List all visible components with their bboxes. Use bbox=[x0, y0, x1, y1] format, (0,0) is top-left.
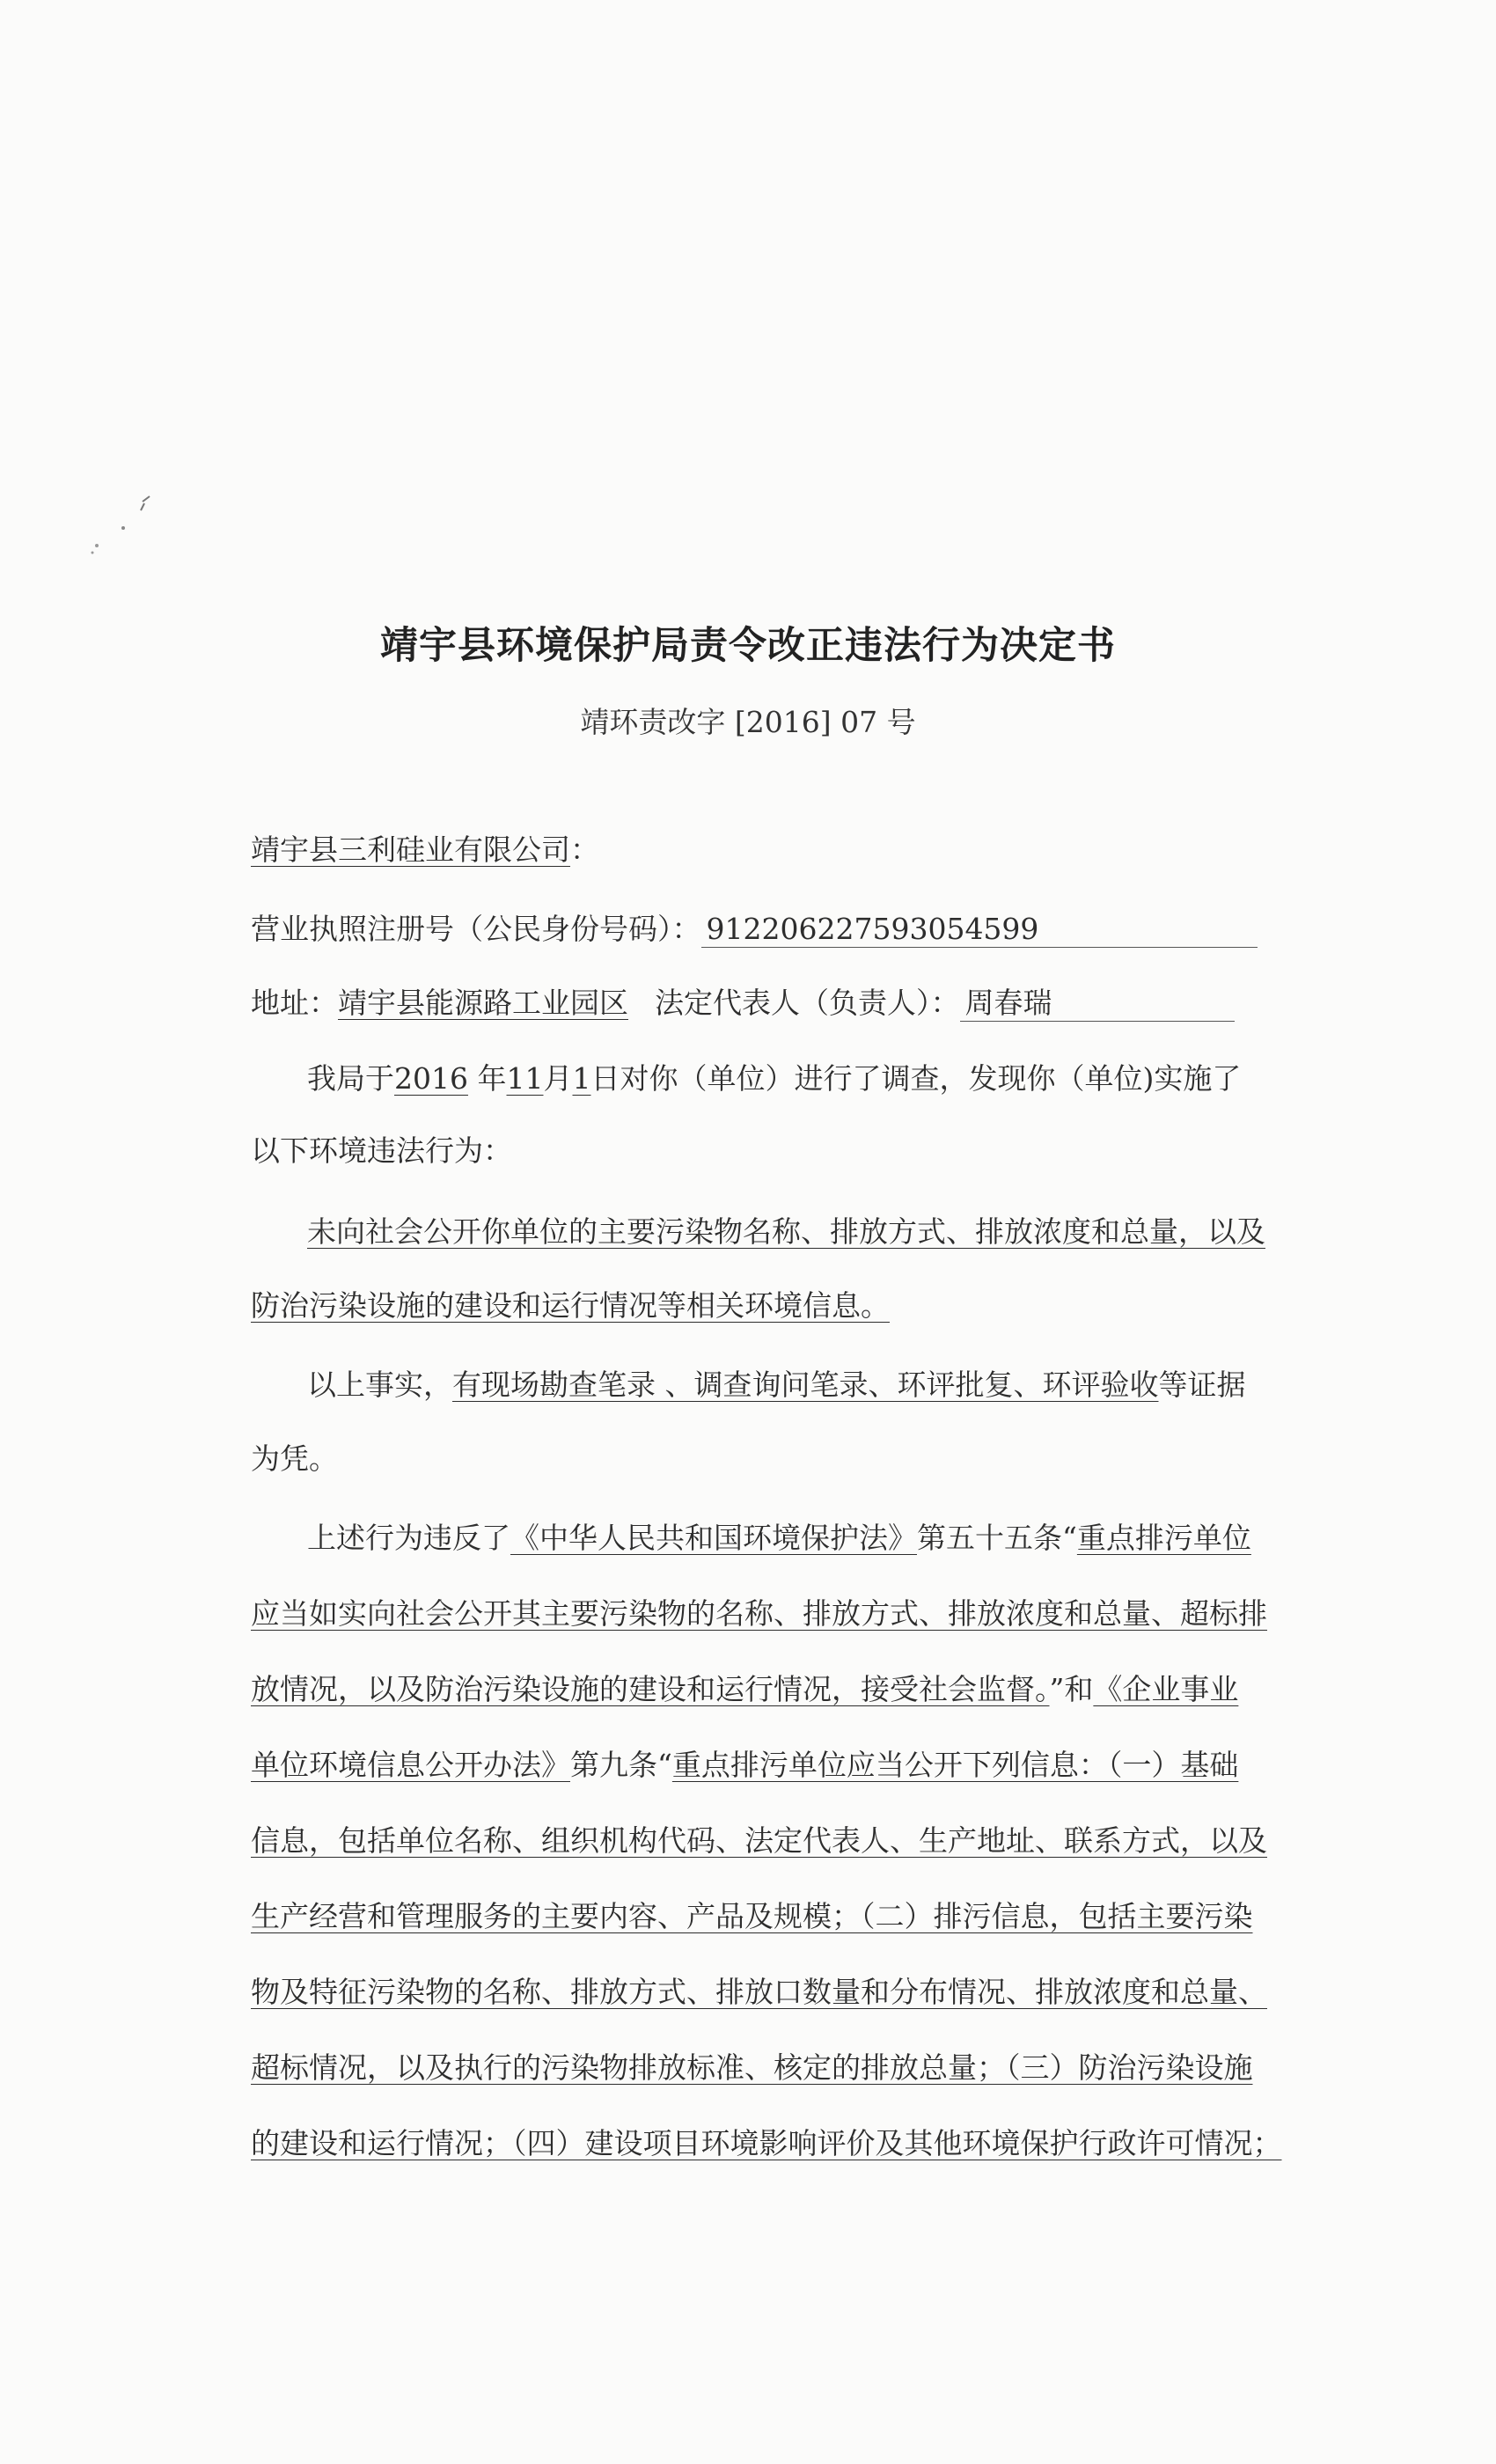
recipient-suffix: ： bbox=[570, 832, 599, 867]
law-line-5: 信息，包括单位名称、组织机构代码、法定代表人、生产地址、联系方式，以及 bbox=[251, 1823, 1267, 1858]
evidence-suffix: 等证据 bbox=[1158, 1368, 1246, 1402]
investigation-prefix: 我局于 bbox=[307, 1061, 394, 1096]
law-l3-mid: ”和 bbox=[1049, 1672, 1094, 1706]
recipient-name: 靖宇县三利硅业有限公司 bbox=[251, 832, 570, 867]
investigation-year: 2016 bbox=[394, 1061, 468, 1096]
law-line-2: 应当如实向社会公开其主要污染物的名称、排放方式、排放浓度和总量、超标排 bbox=[251, 1596, 1267, 1631]
law-l1-prefix: 上述行为违反了 bbox=[307, 1521, 510, 1555]
law-title-1: 《中华人民共和国环境保护法》 bbox=[510, 1521, 917, 1555]
evidence-line-1 bbox=[307, 1366, 1272, 1404]
law-line-9: 的建设和运行情况；（四）建设项目环境影响评价及其他环境保护行政许可情况； bbox=[251, 2126, 1282, 2160]
investigation-month: 11 bbox=[506, 1061, 544, 1096]
violation-line-2: 防治污染设施的建设和运行情况等相关环境信息。 bbox=[251, 1288, 890, 1323]
law-line-1 bbox=[307, 1519, 1272, 1558]
investigation-suffix: 日对你（单位）进行了调查，发现你（单位)实施了 bbox=[590, 1061, 1242, 1096]
law-line-7: 物及特征污染物的名称、排放方式、排放口数量和分布情况、排放浓度和总量、 bbox=[251, 1975, 1267, 2009]
legal-rep-label: 法定代表人（负责人）： bbox=[655, 986, 960, 1020]
law-l4-quoted: 重点排污单位应当公开下列信息：（一）基础 bbox=[671, 1748, 1239, 1782]
license-label: 营业执照注册号（公民身份号码）： bbox=[251, 912, 701, 946]
violation-line-1: 未向社会公开你单位的主要污染物名称、排放方式、排放浓度和总量，以及 bbox=[307, 1214, 1265, 1249]
year-unit: 年 bbox=[477, 1061, 507, 1096]
law-article-1: 第五十五条 bbox=[917, 1521, 1062, 1555]
law-article-2: 第九条“ bbox=[570, 1748, 672, 1782]
law-line-3 bbox=[251, 1670, 1272, 1709]
month-unit: 月 bbox=[543, 1061, 573, 1096]
investigation-day: 1 bbox=[572, 1061, 591, 1096]
recipient-line bbox=[251, 831, 1272, 869]
evidence-line-2: 为凭。 bbox=[251, 1441, 338, 1476]
address-value: 靖宇县能源路工业园区 bbox=[338, 986, 628, 1020]
law-l3-quoted: 放情况，以及防治污染设施的建设和运行情况，接受社会监督。 bbox=[251, 1672, 1050, 1706]
address-line bbox=[251, 984, 1272, 1023]
legal-rep-value: 周春瑞 bbox=[960, 986, 1235, 1022]
license-number: 912206227593054599 bbox=[701, 912, 1258, 948]
scan-specks bbox=[70, 493, 176, 572]
license-line bbox=[251, 910, 1272, 949]
law-quote-open: “ bbox=[1062, 1521, 1077, 1555]
document-number: 靖环责改字 [2016] 07 号 bbox=[580, 705, 916, 739]
law-line-8: 超标情况，以及执行的污染物排放标准、核定的排放总量；（三）防治污染设施 bbox=[251, 2050, 1253, 2085]
law-title-2-cont: 单位环境信息公开办法》 bbox=[251, 1748, 570, 1782]
investigation-line-2: 以下环境违法行为： bbox=[251, 1133, 512, 1168]
law-line-6: 生产经营和管理服务的主要内容、产品及规模；（二）排污信息，包括主要污染 bbox=[251, 1899, 1253, 1933]
investigation-line-1 bbox=[307, 1060, 1272, 1098]
evidence-prefix: 以上事实， bbox=[307, 1368, 452, 1402]
document-title: 靖宇县环境保护局责令改正违法行为决定书 bbox=[380, 624, 1116, 668]
law-line-4 bbox=[251, 1746, 1272, 1785]
evidence-items: 有现场勘查笔录 、调查询问笔录、环评批复、环评验收 bbox=[452, 1368, 1159, 1402]
law-title-2: 《企业事业 bbox=[1093, 1672, 1239, 1706]
address-label: 地址： bbox=[251, 986, 338, 1020]
law-l1-quoted: 重点排污单位 bbox=[1076, 1521, 1251, 1555]
